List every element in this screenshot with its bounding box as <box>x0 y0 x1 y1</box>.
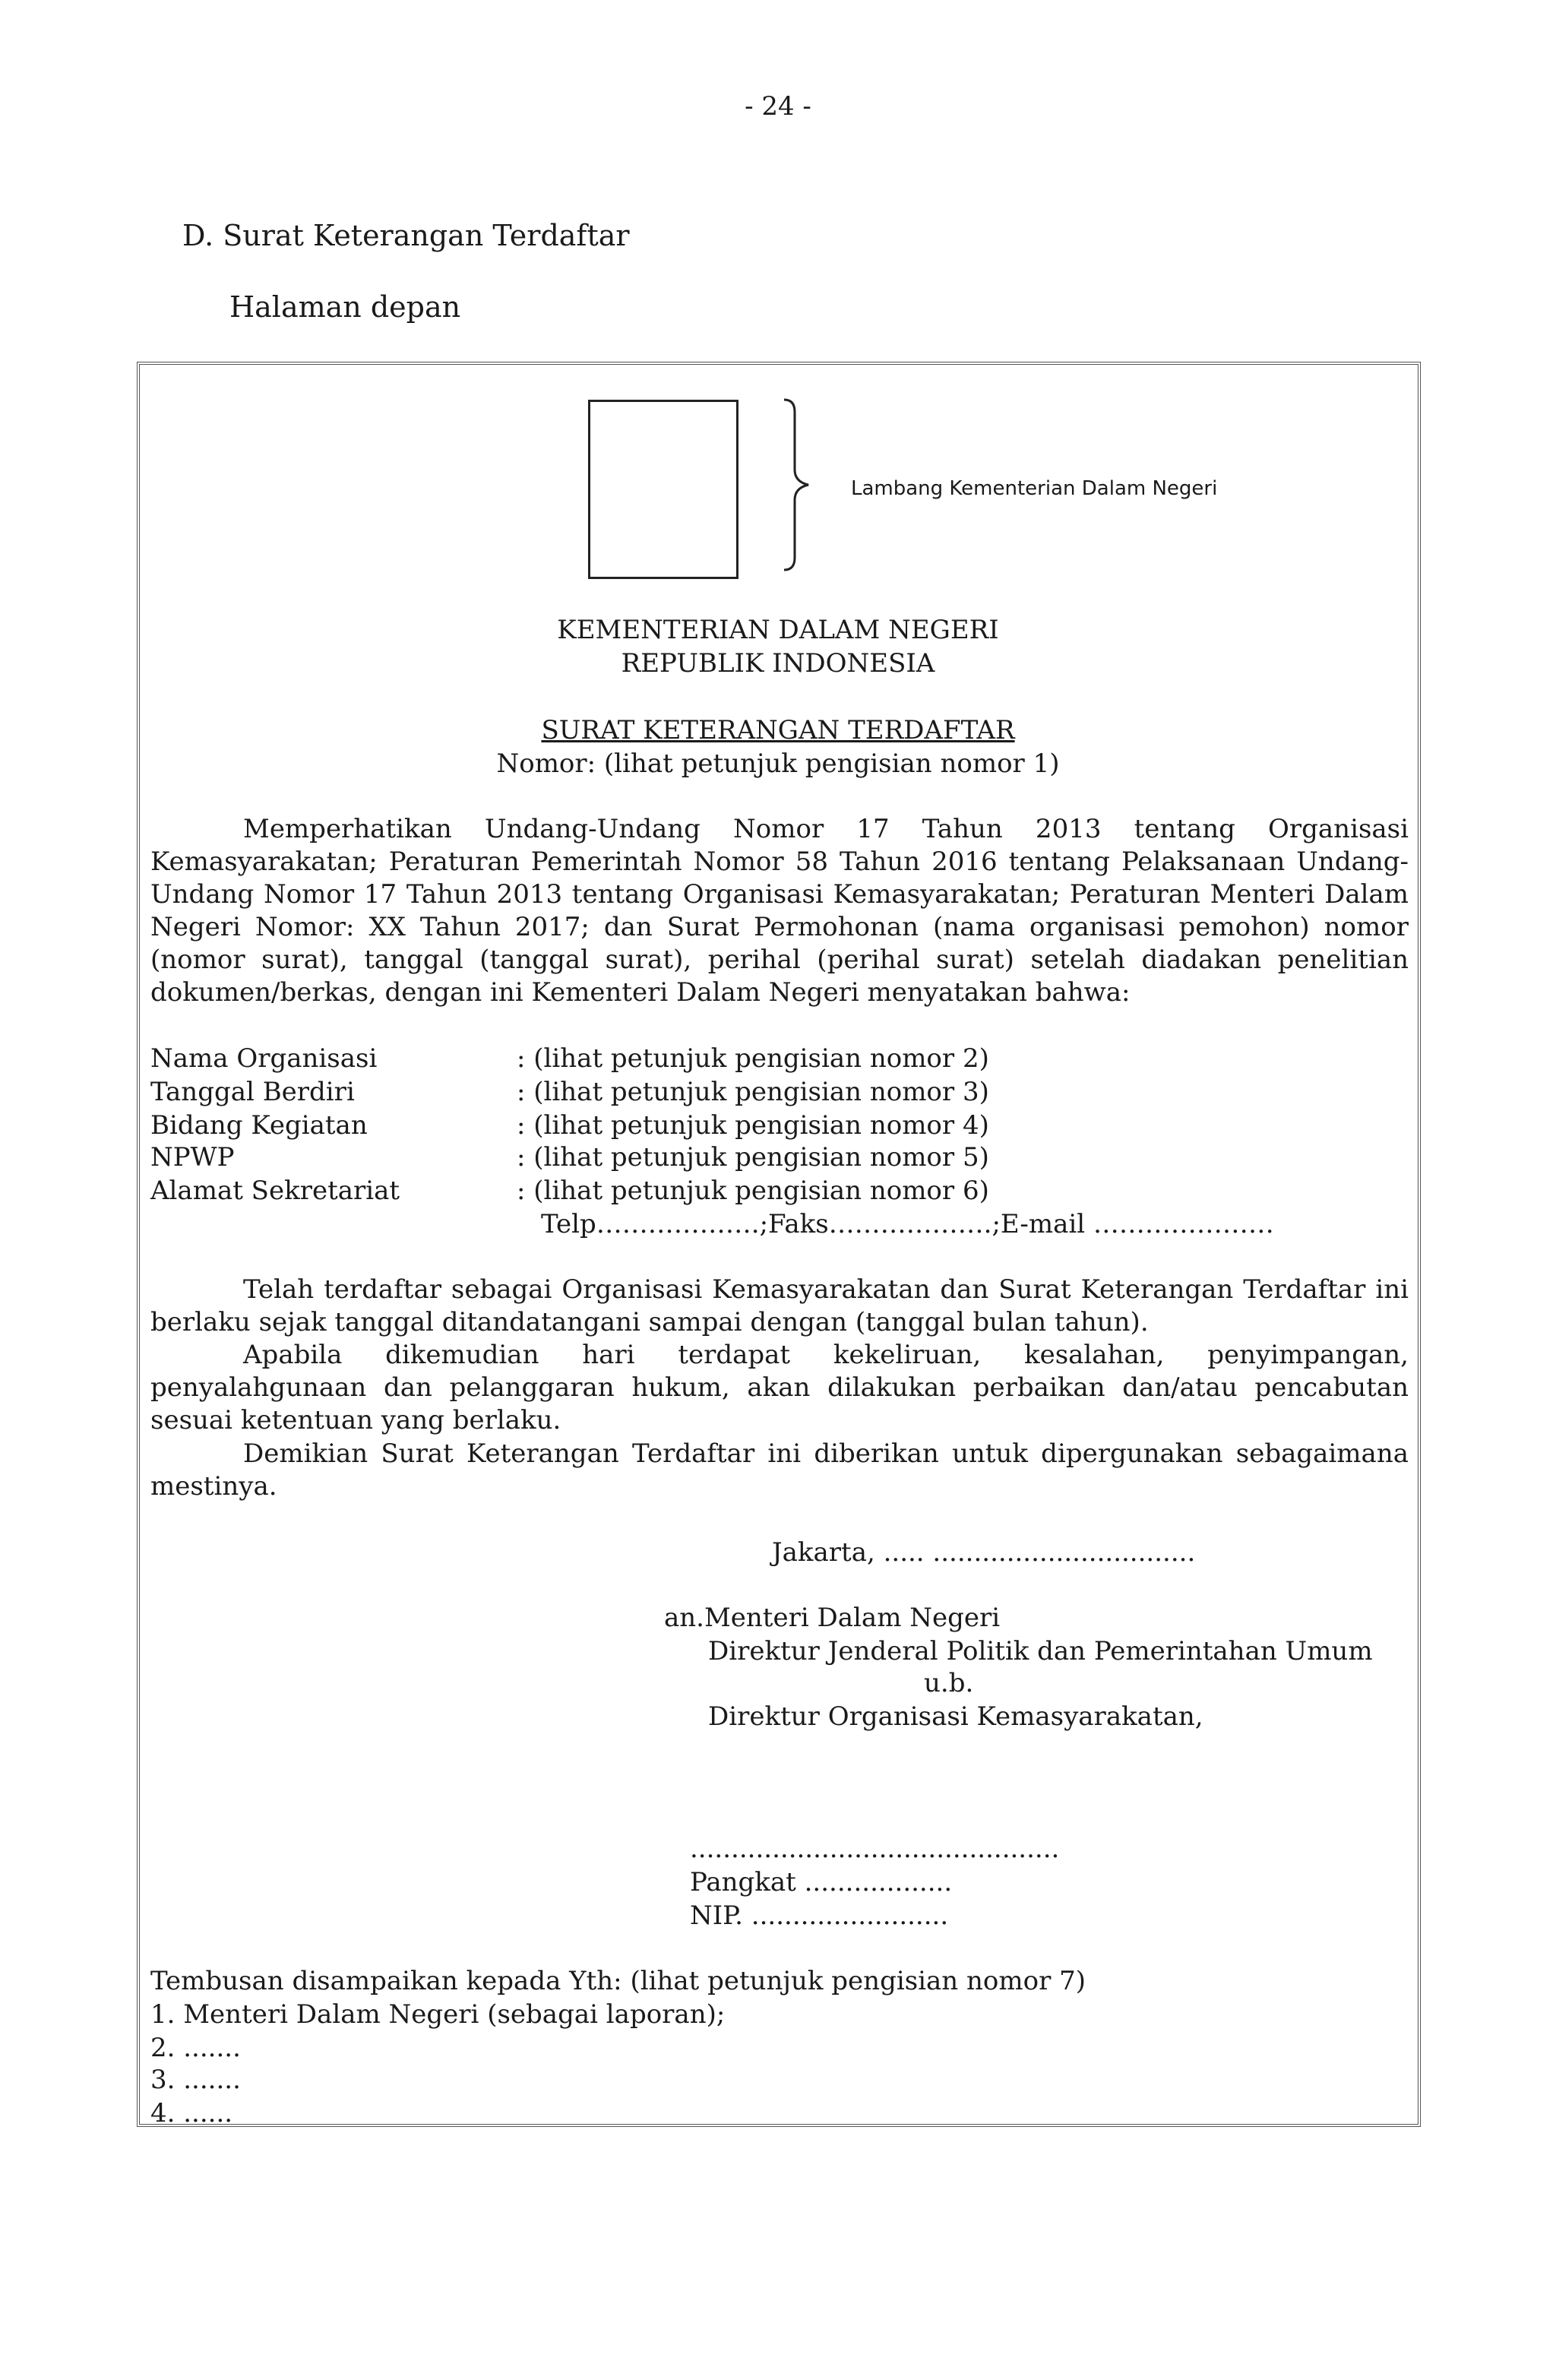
cc-item: 1. Menteri Dalam Negeri (sebagai laporan); <box>150 1999 726 2030</box>
validity-paragraph: Telah terdaftar sebagai Organisasi Kemasyarakatan dan Surat Keterangan Terdaftar ini berlaku sejak tanggal ditandatangani sampai dengan (tanggal bulan tahun). <box>150 1274 1409 1337</box>
cc-item: 2. ....... <box>150 2033 241 2063</box>
doc-number: Nomor: (lihat petunjuk pengisian nomor 1) <box>496 748 1060 779</box>
field-label: Alamat Sekretariat <box>150 1176 400 1206</box>
doc-title: SURAT KETERANGAN TERDAFTAR <box>541 715 1015 745</box>
field-label: Nama Organisasi <box>150 1043 378 1074</box>
doc-title-wrap <box>0 714 1556 747</box>
contact-line: Telp……………….;Faks……………….;E-mail ………………… <box>541 1209 1274 1239</box>
correction-paragraph: Apabila dikemudian hari terdapat kekeliruan, kesalahan, penyimpangan, penyalahgunaan dan pelanggaran hukum, akan dilakukan perbaikan dan/atau pencabutan sesuai ketentuan yang berlaku. <box>150 1340 1409 1435</box>
place-date: Jakarta, ..... ................................ <box>772 1537 1196 1568</box>
page-number: - 24 - <box>745 91 811 122</box>
field-value: : (lihat petunjuk pengisian nomor 5) <box>517 1142 989 1173</box>
signature-name-line: ............................................. <box>690 1834 1060 1864</box>
field-value: : (lihat petunjuk pengisian nomor 4) <box>517 1110 989 1141</box>
emblem-placeholder <box>588 400 738 579</box>
signature-nip: NIP. ........................ <box>690 1901 949 1931</box>
cc-item: 4. ...... <box>150 2098 233 2128</box>
field-label: NPWP <box>150 1142 235 1173</box>
signatory-an: an.Menteri Dalam Negeri <box>664 1603 1001 1633</box>
signatory-dirjen: Direktur Jenderal Politik dan Pemerintahan Umum <box>708 1636 1373 1666</box>
cc-heading: Tembusan disampaikan kepada Yth: (lihat petunjuk pengisian nomor 7) <box>150 1966 1086 1996</box>
signatory-direktur: Direktur Organisasi Kemasyarakatan, <box>708 1701 1203 1732</box>
field-label: Tanggal Berdiri <box>150 1077 355 1107</box>
field-value: : (lihat petunjuk pengisian nomor 2) <box>517 1043 989 1074</box>
cc-item: 3. ....... <box>150 2065 241 2095</box>
section-title: D. Surat Keterangan Terdaftar <box>182 219 630 252</box>
country-name: REPUBLIK INDONESIA <box>621 648 935 679</box>
section-subtitle: Halaman depan <box>229 290 461 324</box>
field-label: Bidang Kegiatan <box>150 1110 368 1141</box>
closing-paragraph: Demikian Surat Keterangan Terdaftar ini diberikan untuk dipergunakan sebagaimana mestinya. <box>150 1438 1409 1502</box>
ministry-name: KEMENTERIAN DALAM NEGERI <box>557 615 999 645</box>
intro-paragraph: Memperhatikan Undang-Undang Nomor 17 Tahun 2013 tentang Organisasi Kemasyarakatan; Peraturan Pemerintah Nomor 58 Tahun 2016 tentang Pelaksanaan Undang-Undang Nomor 17 Tahun 2013 tentang Organisasi Kemasyarakatan; Peraturan Menteri Dalam Negeri Nomor: XX Tahun 2017; dan Surat Permohonan (nama organisasi pemohon) nomor (nomor surat), tanggal (tanggal surat), perihal (perihal surat) setelah diadakan penelitian dokumen/berkas, dengan ini Kementeri Dalam Negeri menyatakan bahwa: <box>150 814 1409 1008</box>
field-value: : (lihat petunjuk pengisian nomor 6) <box>517 1176 989 1206</box>
emblem-label: Lambang Kementerian Dalam Negeri <box>851 477 1218 500</box>
curly-brace-icon <box>776 397 822 573</box>
signatory-ub: u.b. <box>924 1668 974 1698</box>
field-value: : (lihat petunjuk pengisian nomor 3) <box>517 1077 989 1107</box>
signature-pangkat: Pangkat .................. <box>690 1867 953 1897</box>
